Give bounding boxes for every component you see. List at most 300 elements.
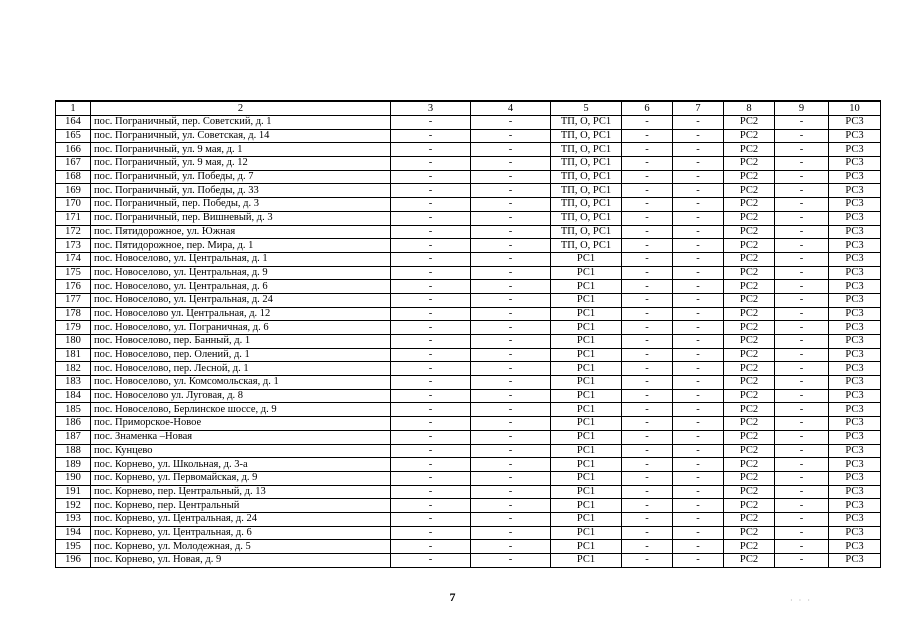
column-header-6: 6 [622,101,673,116]
table-row [56,198,881,212]
table-cell: РС3 [829,129,881,143]
table-cell: - [673,335,724,349]
table-cell: - [391,430,471,444]
table-cell: - [673,512,724,526]
address-cell: пос. Новоселово, Берлинское шоссе, д. 9 [91,403,391,417]
table-cell: РС3 [829,116,881,130]
address-cell: пос. Пятидорожное, ул. Южная [91,225,391,239]
table-cell: - [673,266,724,280]
table-cell: РС2 [724,444,775,458]
table-cell: РС2 [724,280,775,294]
table-cell: РС3 [829,458,881,472]
table-cell: - [471,430,551,444]
table-cell: - [471,512,551,526]
address-cell: пос. Пограничный, ул. Победы, д. 7 [91,170,391,184]
table-cell: - [391,116,471,130]
address-cell: пос. Знаменка –Новая [91,430,391,444]
table-cell: - [673,198,724,212]
table-cell: - [391,211,471,225]
table-cell: - [622,129,673,143]
table-cell: - [775,143,829,157]
table-cell: - [391,403,471,417]
table-body [56,101,881,567]
table-cell: РС3 [829,143,881,157]
table-cell: - [673,184,724,198]
column-header-9: 9 [775,101,829,116]
table-cell: - [622,526,673,540]
table-row [56,417,881,431]
table-cell: - [673,444,724,458]
table-cell: - [673,526,724,540]
table-cell: РС2 [724,198,775,212]
table-cell: - [775,239,829,253]
table-cell: - [622,321,673,335]
table-cell: - [673,211,724,225]
address-cell: пос. Пятидорожное, пер. Мира, д. 1 [91,239,391,253]
table-cell: - [471,348,551,362]
table-cell: ТП, О, РС1 [551,239,622,253]
table-row [56,116,881,130]
table-cell: - [622,512,673,526]
table-cell: - [673,116,724,130]
address-cell: пос. Новоселово, ул. Центральная, д. 6 [91,280,391,294]
table-cell: - [471,157,551,171]
table-row [56,239,881,253]
table-cell: - [391,471,471,485]
address-cell: пос. Новоселово, пер. Олений, д. 1 [91,348,391,362]
table-cell: РС3 [829,417,881,431]
table-cell: - [471,471,551,485]
table-cell: - [673,157,724,171]
table-cell: - [775,280,829,294]
row-number-cell: 186 [56,417,91,431]
table-row [56,499,881,513]
row-number-cell: 173 [56,239,91,253]
table-cell: - [775,417,829,431]
table-cell: - [673,376,724,390]
table-cell: - [471,143,551,157]
table-cell: - [391,198,471,212]
table-cell: РС2 [724,211,775,225]
row-number-cell: 179 [56,321,91,335]
table-cell: - [471,252,551,266]
table-cell: РС1 [551,458,622,472]
table-cell: РС2 [724,116,775,130]
table-cell: - [471,211,551,225]
row-number-cell: 166 [56,143,91,157]
row-number-cell: 169 [56,184,91,198]
address-cell: пос. Новоселово, ул. Центральная, д. 9 [91,266,391,280]
table-cell: РС2 [724,417,775,431]
table-cell: - [391,129,471,143]
table-cell: - [622,485,673,499]
table-cell: - [775,512,829,526]
table-cell: - [391,225,471,239]
row-number-cell: 196 [56,554,91,568]
table-cell: РС1 [551,499,622,513]
table-cell: - [775,252,829,266]
table-cell: РС3 [829,526,881,540]
row-number-cell: 174 [56,252,91,266]
table-cell: - [622,471,673,485]
table-cell: - [622,376,673,390]
row-number-cell: 192 [56,499,91,513]
table-cell: - [775,471,829,485]
table-cell: - [673,307,724,321]
column-header-5: 5 [551,101,622,116]
table-cell: - [622,170,673,184]
table-cell: РС2 [724,430,775,444]
table-cell: - [471,417,551,431]
address-cell: пос. Корнево, ул. Центральная, д. 6 [91,526,391,540]
table-cell: РС1 [551,293,622,307]
table-cell: РС3 [829,430,881,444]
table-cell: - [673,239,724,253]
table-cell: ТП, О, РС1 [551,143,622,157]
table-cell: - [775,116,829,130]
page-number: 7 [449,590,456,604]
table-cell: РС1 [551,417,622,431]
table-cell: - [775,540,829,554]
table-cell: РС2 [724,184,775,198]
address-cell: пос. Корнево, пер. Центральный, д. 13 [91,485,391,499]
table-cell: - [391,417,471,431]
table-cell: - [775,198,829,212]
table-row [56,526,881,540]
row-number-cell: 175 [56,266,91,280]
table-cell: РС1 [551,321,622,335]
table-cell: РС3 [829,266,881,280]
table-cell: РС1 [551,512,622,526]
row-number-cell: 164 [56,116,91,130]
table-cell: РС1 [551,307,622,321]
table-cell: РС3 [829,198,881,212]
table-cell: - [391,499,471,513]
table-cell: РС3 [829,170,881,184]
table-cell: - [775,376,829,390]
table-row [56,280,881,294]
row-number-cell: 167 [56,157,91,171]
row-number-cell: 178 [56,307,91,321]
column-header-7: 7 [673,101,724,116]
column-header-2: 2 [91,101,391,116]
table-cell: РС1 [551,444,622,458]
table-cell: - [622,335,673,349]
table-cell: - [471,335,551,349]
table-cell: - [775,554,829,568]
table-row [56,321,881,335]
table-row [56,211,881,225]
table-cell: - [391,307,471,321]
table-cell: - [673,471,724,485]
table-cell: - [673,252,724,266]
row-number-cell: 188 [56,444,91,458]
table-row [56,293,881,307]
table-cell: - [622,280,673,294]
row-number-cell: 194 [56,526,91,540]
row-number-cell: 170 [56,198,91,212]
address-cell: пос. Корнево, ул. Первомайская, д. 9 [91,471,391,485]
table-cell: - [775,444,829,458]
table-cell: РС3 [829,362,881,376]
table-cell: - [471,499,551,513]
table-cell: - [775,362,829,376]
column-header-1: 1 [56,101,91,116]
table-cell: - [622,554,673,568]
table-cell: - [471,170,551,184]
row-number-cell: 171 [56,211,91,225]
table-cell: - [622,116,673,130]
table-cell: РС1 [551,376,622,390]
table-cell: ТП, О, РС1 [551,184,622,198]
table-cell: - [775,170,829,184]
row-number-cell: 182 [56,362,91,376]
table-cell: - [471,129,551,143]
table-cell: - [471,266,551,280]
table-cell: - [471,554,551,568]
address-cell: пос. Новоселово ул. Луговая, д. 8 [91,389,391,403]
table-cell: РС3 [829,225,881,239]
table-cell: РС2 [724,225,775,239]
table-cell: - [391,348,471,362]
table-cell: - [471,389,551,403]
row-number-cell: 193 [56,512,91,526]
table-cell: РС2 [724,266,775,280]
table-cell: - [622,444,673,458]
table-cell: - [622,211,673,225]
table-cell: РС3 [829,471,881,485]
row-number-cell: 176 [56,280,91,294]
table-cell: - [775,266,829,280]
table-cell: РС1 [551,389,622,403]
address-cell: пос. Новоселово, пер. Банный, д. 1 [91,335,391,349]
table-cell: - [391,540,471,554]
table-cell: - [471,376,551,390]
table-cell: - [673,554,724,568]
table-cell: - [673,540,724,554]
table-cell: - [673,129,724,143]
table-cell: - [673,389,724,403]
table-cell: РС3 [829,335,881,349]
table-cell: РС2 [724,348,775,362]
table-cell: - [622,293,673,307]
table-cell: РС2 [724,170,775,184]
table-cell: - [471,116,551,130]
table-cell: - [471,198,551,212]
table-cell: - [471,458,551,472]
table-cell: ТП, О, РС1 [551,170,622,184]
table-cell: РС2 [724,362,775,376]
table-cell: - [622,184,673,198]
table-cell: - [775,403,829,417]
table-cell: - [391,389,471,403]
table-cell: - [775,307,829,321]
table-cell: РС1 [551,471,622,485]
table-cell: - [391,335,471,349]
table-cell: - [673,225,724,239]
table-cell: - [775,348,829,362]
table-cell: - [391,362,471,376]
table-cell: - [673,293,724,307]
table-cell: РС2 [724,129,775,143]
table-cell: - [391,143,471,157]
table-cell: - [673,403,724,417]
table-cell: - [775,321,829,335]
table-cell: - [471,526,551,540]
address-cell: пос. Пограничный, ул. Советская, д. 14 [91,129,391,143]
table-cell: - [391,458,471,472]
table-row [56,512,881,526]
table-cell: - [775,335,829,349]
table-cell: РС2 [724,485,775,499]
table-row [56,376,881,390]
table-cell: РС2 [724,540,775,554]
table-cell: РС1 [551,430,622,444]
table-cell: РС3 [829,307,881,321]
table-cell: РС2 [724,499,775,513]
table-row [56,129,881,143]
address-cell: пос. Корнево, ул. Новая, д. 9 [91,554,391,568]
address-cell: пос. Новоселово, ул. Центральная, д. 1 [91,252,391,266]
table-cell: - [622,389,673,403]
row-number-cell: 191 [56,485,91,499]
row-number-cell: 180 [56,335,91,349]
table-cell: РС3 [829,554,881,568]
table-cell: - [471,239,551,253]
address-cell: пос. Пограничный, ул. Победы, д. 33 [91,184,391,198]
table-cell: - [673,485,724,499]
table-cell: РС3 [829,376,881,390]
table-row [56,225,881,239]
column-header-8: 8 [724,101,775,116]
table-cell: РС3 [829,389,881,403]
table-cell: РС2 [724,252,775,266]
table-cell: - [775,129,829,143]
table-row [56,157,881,171]
table-cell: - [622,239,673,253]
address-cell: пос. Пограничный, пер. Победы, д. 3 [91,198,391,212]
table-row [56,170,881,184]
row-number-cell: 165 [56,129,91,143]
row-number-cell: 195 [56,540,91,554]
table-cell: РС3 [829,239,881,253]
table-cell: - [391,512,471,526]
table-cell: - [775,499,829,513]
table-cell: - [622,458,673,472]
table-cell: - [775,157,829,171]
table-cell: - [622,499,673,513]
table-cell: - [391,266,471,280]
table-cell: - [471,540,551,554]
table-cell: РС1 [551,362,622,376]
table-cell: - [391,444,471,458]
table-cell: - [391,293,471,307]
row-number-cell: 181 [56,348,91,362]
table-cell: РС2 [724,321,775,335]
table-cell: ТП, О, РС1 [551,157,622,171]
column-header-10: 10 [829,101,881,116]
table-cell: РС3 [829,280,881,294]
table-cell: - [471,280,551,294]
table-cell: РС3 [829,252,881,266]
table-row [56,444,881,458]
row-number-cell: 190 [56,471,91,485]
address-cell: пос. Корнево, ул. Молодежная, д. 5 [91,540,391,554]
table-cell: РС2 [724,554,775,568]
table-cell: РС1 [551,335,622,349]
table-header-row [56,101,881,116]
address-cell: пос. Новоселово ул. Центральная, д. 12 [91,307,391,321]
table-cell: РС1 [551,252,622,266]
table-row [56,307,881,321]
table-row [56,252,881,266]
table-cell: - [391,184,471,198]
table-cell: РС3 [829,540,881,554]
table-cell: - [673,430,724,444]
table-cell: РС1 [551,485,622,499]
table-cell: РС2 [724,376,775,390]
table-cell: РС1 [551,540,622,554]
address-cell: пос. Новоселово, ул. Пограничная, д. 6 [91,321,391,335]
address-cell: пос. Новоселово, ул. Комсомольская, д. 1 [91,376,391,390]
table-cell: - [775,225,829,239]
table-row [56,389,881,403]
table-cell: - [673,458,724,472]
table-cell: - [622,157,673,171]
table-cell: - [391,252,471,266]
table-cell: - [775,184,829,198]
table-cell: - [391,239,471,253]
table-cell: РС3 [829,485,881,499]
row-number-cell: 177 [56,293,91,307]
table-cell: РС1 [551,403,622,417]
table-cell: РС2 [724,143,775,157]
table-cell: РС3 [829,499,881,513]
table-cell: - [622,362,673,376]
table-cell: РС3 [829,211,881,225]
table-cell: - [622,417,673,431]
table-cell: РС3 [829,403,881,417]
table-cell: - [391,157,471,171]
table-cell: - [471,362,551,376]
row-number-cell: 183 [56,376,91,390]
registry-table [55,100,881,568]
table-cell: - [622,403,673,417]
table-cell: - [673,170,724,184]
scan-artifact: · · · [790,596,812,605]
table-cell: - [775,211,829,225]
table-row [56,143,881,157]
address-cell: пос. Корнево, ул. Школьная, д. 3-а [91,458,391,472]
table-row [56,184,881,198]
table-cell: - [775,458,829,472]
table-cell: РС2 [724,403,775,417]
table-cell: - [622,198,673,212]
table-cell: - [673,321,724,335]
table-cell: ТП, О, РС1 [551,211,622,225]
table-cell: - [622,307,673,321]
table-cell: - [471,293,551,307]
table-cell: - [471,444,551,458]
table-cell: - [391,526,471,540]
table-cell: - [622,143,673,157]
table-cell: РС1 [551,266,622,280]
table-cell: - [471,321,551,335]
table-cell: РС2 [724,526,775,540]
table-cell: РС1 [551,280,622,294]
table-cell: - [391,554,471,568]
table-cell: РС2 [724,335,775,349]
